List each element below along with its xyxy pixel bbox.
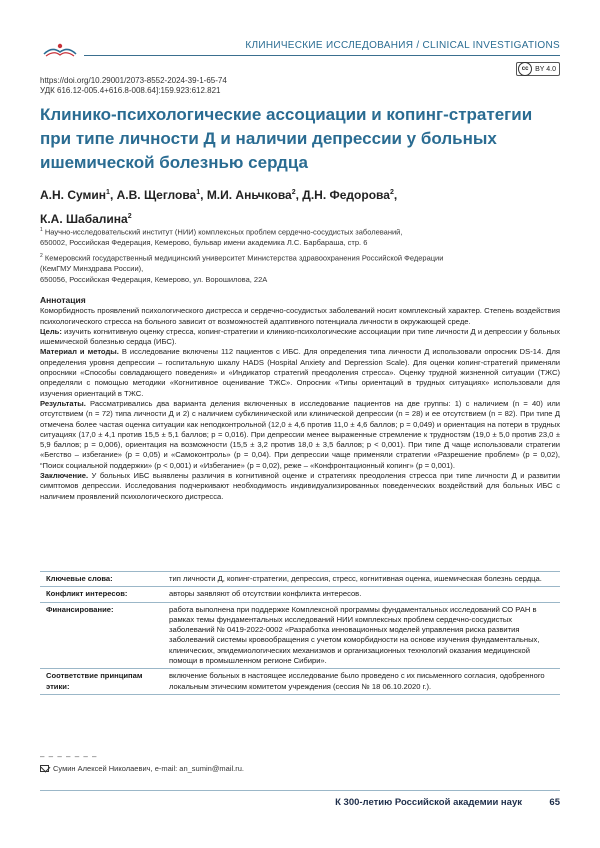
- meta-key: Ключевые слова:: [40, 572, 163, 587]
- affiliation-2: $^2$ Кемеровский государственный медицинский университет Министерства здравоохранения Российской Федерации (КемГМУ Минздрава России), 650056, Российская Федерация, Кемерово, ул. Ворошилова, 22А: [40, 253, 444, 284]
- meta-key: Соответствие принципам этики:: [40, 669, 163, 695]
- identifiers: [40, 76, 227, 96]
- abstract-heading: Аннотация: [40, 295, 86, 305]
- footnote-rule: – – – – – – –: [40, 752, 98, 761]
- author: А.В. Щеглова$^1$,: [116, 188, 207, 202]
- creative-commons-icon: cc: [518, 62, 532, 76]
- author-list: [40, 182, 560, 230]
- corresponding-email[interactable]: Сумин Алексей Николаевич, e-mail: an_sumin@mail.ru.: [53, 764, 245, 773]
- envelope-icon: [40, 765, 49, 772]
- meta-key: Конфликт интересов:: [40, 587, 163, 602]
- page-number: 65: [549, 797, 560, 808]
- table-row: [40, 602, 560, 669]
- abstract-aim: Цель: изучить когнитивную оценку стресса, копинг-стратегии и клинико-психологические ассоциации при типе личности Д и депрессии у больных ишемической болезнью сердца (ИБС).: [40, 326, 560, 347]
- author: М.И. Аньчкова$^2$,: [206, 188, 303, 202]
- meta-key: Финансирование:: [40, 602, 163, 669]
- license-label: BY 4.0: [535, 65, 556, 73]
- meta-value: включение больных в настоящее исследование было проведено с их письменного согласия, одобренного локальным этическим комитетом учреждения (сессия № 18 06.10.2020 г.).: [163, 669, 560, 695]
- article-title: Клинико-психологические ассоциации и копинг-стратегии при типе личности Д и наличии депрессии у больных ишемической болезнью сердца: [40, 105, 533, 172]
- section-title: КЛИНИЧЕСКИЕ ИССЛЕДОВАНИЯ / CLINICAL INVESTIGATIONS: [245, 40, 560, 51]
- abstract: [40, 295, 560, 502]
- doi-link[interactable]: https://doi.org/10.29001/2073-8552-2024-39-1-65-74: [40, 76, 227, 85]
- abstract-conclusion: Заключение. У больных ИБС выявлены различия в когнитивной оценке и стратегиях преодоления стресса при типе личности Д и развитии симптомов депрессии. Исследования подчеркивают необходимость индивидуализированных поведенческих воздействий для больных ИБС с наличием проявлений психологического дистресса.: [40, 471, 560, 501]
- journal-logo-icon: [40, 40, 80, 60]
- page-header: [40, 40, 560, 62]
- meta-value: авторы заявляют об отсутствии конфликта интересов.: [163, 587, 560, 602]
- author: Д.Н. Федорова$^2$,: [302, 188, 398, 202]
- abstract-results: Результаты. Рассматривались два варианта деления включенных в исследование пациентов на две группы: 1) с наличием (n = 40) или отсутствием (n = 72) типа личности Д и 2) с наличием субклинической или клинической депрессии (n = 28) и ее отсутствием (n = 82). При типе Д отмечена более частая оценка ситуации как неподконтрольной (12,0 ± 4,6 против 11,0 ± 4,6 баллов; p = 0,049) и ориентация на потери в трудных ситуациях (17,0 ± 4,1 против 15,5 ± 5,1 баллов; p = 0,016). При депрессии менее выраженные стремление к трудностям (19,0 ± 5,0 против 23,0 ± 5,9 баллов; p = 0,006), ориентация на возможности (15,5 ± 3,2 против 18,0 ± 3,5 баллов; p < 0,001). При типе Д чаще использовали стратегии «Бегство – избегание» (p = 0,05) и «Самоконтроль» (p = 0,04). При депрессии чаще применяли стратегии «Разрешение проблем» (p = 0,02), “Поиск социальной поддержки» (p < 0,001) и «Избегание» (p = 0,02), реже – «Конфронтационный копинг» (p = 0,001).: [40, 398, 560, 470]
- affiliation-1: $^1$ Научно-исследовательский институт (НИИ) комплексных проблем сердечно-сосудистых заболеваний, 650002, Российская Федерация, Кемерово, бульвар имени академика Л.С. Барбараша, стр. 6: [40, 227, 403, 247]
- footer-caption: К 300-летию Российской академии наук: [335, 797, 522, 808]
- author: К.А. Шабалина$^2$: [40, 212, 132, 226]
- author: А.Н. Сумин$^1$,: [40, 188, 117, 202]
- abstract-intro: Коморбидность проявлений психологического дистресса и сердечно-сосудистых заболеваний носит комплексный характер. Степень воздействия психологического стресса на больного зависит от возможностей адаптивного потенциала личности в окружающей среде.: [40, 306, 560, 326]
- header-rule: [84, 55, 560, 56]
- license-badge[interactable]: [516, 62, 560, 76]
- meta-value: работа выполнена при поддержке Комплексной программы фундаментальных исследований СО РАН в рамках темы фундаментальных исследований НИИ комплексных проблем сердечно-сосудистых заболеваний № 0419-2022-0002 «Разработка инновационных моделей управления риска развития заболеваний системы кровообращения с учетом коморбидности на основе изучения фундаментальных, клинических, эпидемиологических механизмов и организационных технологий оказания медицинской помощи в промышленном регионе Сибири».: [163, 602, 560, 669]
- table-row: [40, 572, 560, 587]
- table-row: [40, 669, 560, 695]
- abstract-methods: Материал и методы. В исследование включены 112 пациентов с ИБС. Для определения типа личности Д использовали опросник DS-14. Для определения уровня депрессии – госпитальную шкалу HADS (Hospital Anxiety and Depression Scale). Для оценки копинг-стратегий применяли опросники «Способы совладающего поведения» и «Индикатор стратегий преодоления стресса». Оценку трудной жизненной ситуации (ТЖС) определяли с помощью методики «Когнитивное оценивание ТЖС». Опросник «Типы ориентаций в трудных ситуациях» использовали для изучения ориентаций в ТЖС.: [40, 347, 560, 398]
- footer-rule: [40, 790, 560, 791]
- table-row: [40, 587, 560, 602]
- corresponding-author: [40, 764, 244, 773]
- article-meta-table: [40, 571, 560, 695]
- udk-code: УДК 616.12-005.4+616.8-008.64]:159.923:612.821: [40, 86, 221, 95]
- meta-value: тип личности Д, копинг-стратегии, депрессия, стресс, когнитивная оценка, ишемическая болезнь сердца.: [163, 572, 560, 587]
